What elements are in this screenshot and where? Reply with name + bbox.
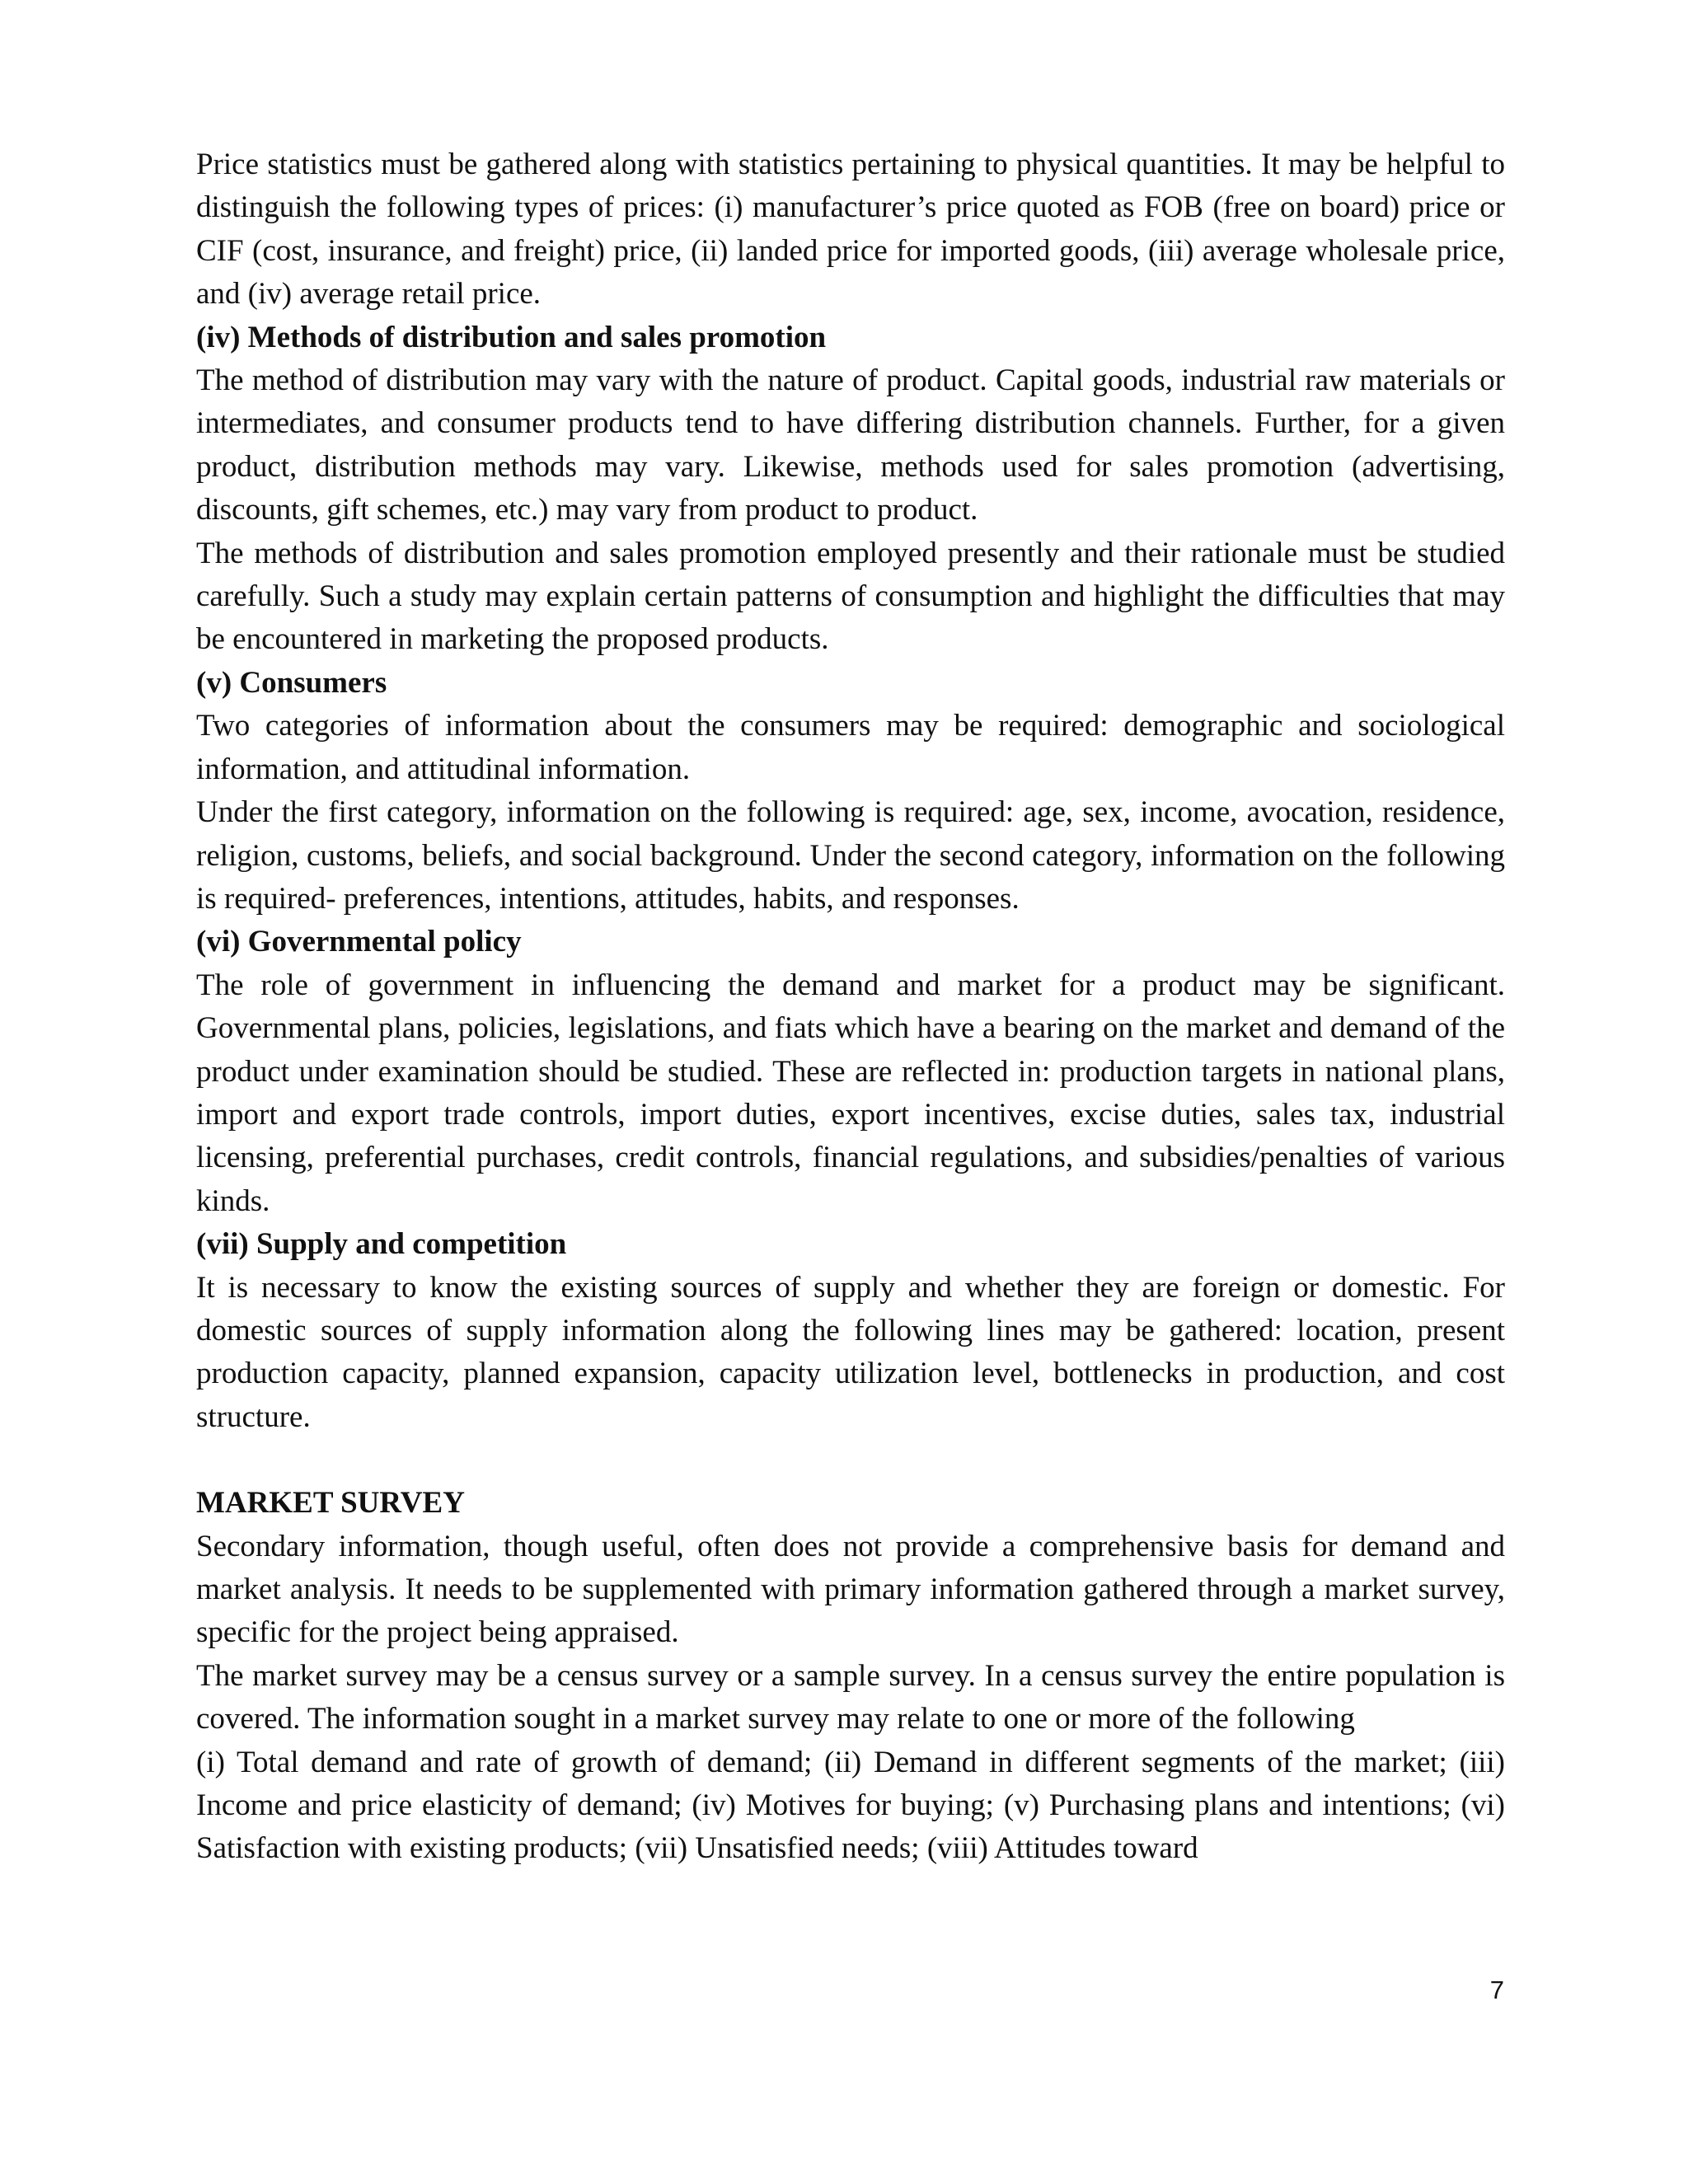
heading-supply-and-competition: (vii) Supply and competition xyxy=(196,1227,567,1262)
paragraph-price-statistics: Price statistics must be gathered along with statistics pertaining to physical quantities. It may be helpful to distinguish the following types of prices: (i) manufacturer’s price quoted as FOB (free on board) price or CIF (cost, insurance, and freight) price, (ii) landed price for imported goods, (iii) average wholesale price, and (iv) average retail price. xyxy=(196,148,1505,312)
heading-governmental-policy: (vi) Governmental policy xyxy=(196,925,522,959)
paragraph-consumer-first-category: Under the first category, information on the following is required: age, sex, income, avocation, residence, religion, customs, beliefs, and social background. Under the second category, information on the following is required- preferences, intentions, attitudes, habits, and responses. xyxy=(196,795,1505,916)
paragraph-secondary-information: Secondary information, though useful, often does not provide a comprehensive basis for demand and market analysis. It needs to be supplemented with primary information gathered through a market survey, specific for the project being appraised. xyxy=(196,1529,1505,1650)
document-page xyxy=(196,143,1505,1871)
paragraph-consumer-categories: Two categories of information about the consumers may be required: demographic and sociological information, and attitudinal information. xyxy=(196,709,1505,786)
heading-consumers: (v) Consumers xyxy=(196,665,387,700)
paragraph-survey-list: (i) Total demand and rate of growth of demand; (ii) Demand in different segments of the market; (iii) Income and price elasticity of demand; (iv) Motives for buying; (v) Purchasing plans and intentions; (vi) Satisfaction with existing products; (vii) Unsatisfied needs; (viii) Attitudes toward xyxy=(196,1745,1505,1866)
paragraph-supply-sources: It is necessary to know the existing sources of supply and whether they are foreign or domestic. For domestic sources of supply information along the following lines may be gathered: location, present production capacity, planned expansion, capacity utilization level, bottlenecks in production, and cost structure. xyxy=(196,1270,1505,1434)
heading-methods-of-distribution: (iv) Methods of distribution and sales promotion xyxy=(196,320,827,354)
page-number: 7 xyxy=(1489,1975,1504,2004)
heading-market-survey: MARKET SURVEY xyxy=(196,1486,465,1521)
section-spacer xyxy=(196,1439,1505,1482)
paragraph-method-of-distribution: The method of distribution may vary with the nature of product. Capital goods, industrial raw materials or intermediates, and consumer products tend to have differing distribution channels. Further, for a given product, distribution methods may vary. Likewise, methods used for sales promotion (advertising, discounts, gift schemes, etc.) may vary from product to product. xyxy=(196,363,1505,527)
paragraph-methods-study: The methods of distribution and sales promotion employed presently and their rationale must be studied carefully. Such a study may explain certain patterns of consumption and highlight the difficulties that may be encountered in marketing the proposed products. xyxy=(196,536,1505,657)
paragraph-government-role: The role of government in influencing the demand and market for a product may be significant. Governmental plans, policies, legislations, and fiats which have a bearing on the market and demand of the product under examination should be studied. These are reflected in: production targets in national plans, import and export trade controls, import duties, export incentives, excise duties, sales tax, industrial licensing, preferential purchases, credit controls, financial regulations, and subsidies/penalties of various kinds. xyxy=(196,968,1505,1218)
paragraph-census-survey: The market survey may be a census survey or a sample survey. In a census survey the entire population is covered. The information sought in a market survey may relate to one or more of the following xyxy=(196,1658,1505,1736)
